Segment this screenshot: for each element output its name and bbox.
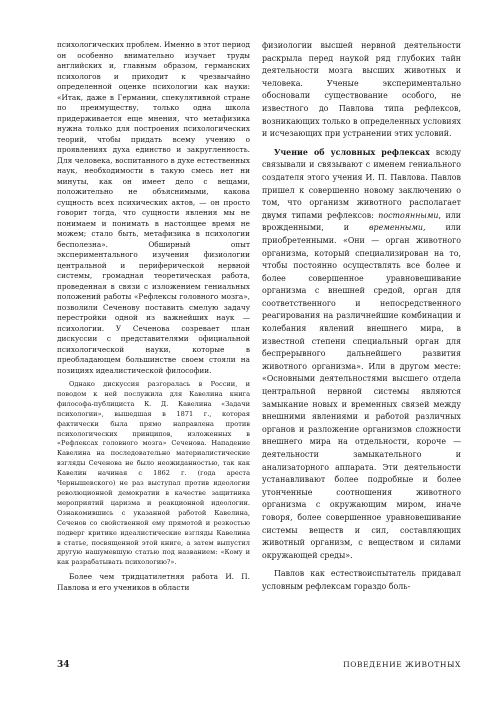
term-constant: постоянными bbox=[378, 210, 439, 220]
right-paragraph-2 bbox=[262, 147, 461, 563]
page-footer bbox=[57, 660, 461, 672]
right-paragraph-2-text-b: , или врожденными, и bbox=[262, 210, 461, 233]
left-paragraph-1: психологических проблем. Именно в этот период он особенно внимательно изучает труды английских и, главным образом, германских психологов и приходит к чрезвычайно определенной оценке психологии как науки: «Итак, даже в Германии, спекулятивной стране по преимуществу, только одна школа придерживается еще мнения, что метафизика нужна только для построения психологических теорий, чтобы придать всему учению о проявлениях духа единство и закругленность. Для человека, воспитанного в духе естественных наук, необходимости в такую смесь нет ни минуты, как он имеет дело с вещами, положительно не объяснимыми, какова сущность всех психических актов, — он просто говорит тогда, что сущности явления мы не понимаем и понимать в настоящее время не можем; стало быть, метафизика в психологии бесполезна». Обширный опыт экспериментального изучения физиологии центральной и периферической нервной системы, громадная теоретическая работа, проведенная в связи с изложением гениальных положений работы «Рефлексы головного мозга», позволили Сеченову поставить смелую задачу перестройки одной из важнейших наук — психологии. У Сеченова созревает план дискуссии с представителями официальной психологической науки, которые в преобладающем большинстве своем стояли на позициях идеалистической философии. bbox=[57, 40, 250, 375]
right-paragraph-1: физиологии высшей нервной деятельности раскрыла перед наукой ряд глубоких тайн деятельности мозга высших животных и человека. Ученые экспериментально обосновали существование особого, не известного до Павлова типа рефлексов, возникающих только в определенных условиях и исчезающих при устранении этих условий. bbox=[262, 41, 461, 139]
left-paragraph-2: Однако дискуссия разгоралась в России, и поводом к ней послужила для Кавелина книга философа-публициста К. Д. Кавелина «Задачи психологии», вышедшая в 1871 г., которая фактически была прямо направлена против психологических принципов, изложенных в «Рефлексах головного мозга» Сеченова. Нападение Кавелина на последовательно материалистические взгляды Сеченова не было неожиданностью, так как Кавелин начиная с 1862 г. (года ареста Чернышевского) не раз выступал против идеологии революционной демократии в качестве защитника мероприятий царизма и реакционной идеологии. Ознакомившись с указанной работой Кавелина, Сеченов со свойственной ему прямотой и резкостью подверг критике идеалистические взгляды Кавелина в статье, посвященной этой книге, а затем выпустил другую нашумевшую статью под названием: «Кому и как разрабатывать психологию?». bbox=[57, 380, 250, 567]
section-heading: Учение об условных рефлексах bbox=[274, 147, 430, 157]
right-paragraph-2-text-c: , или приобретенными. «Они — орган животного организма, который специализирован на то, чтобы постоянно осуществлять все более и более совершенное уравновешивание организма с внешней средой, орган для соответственного и непосредственного реагирования на различнейшие комбинации и колебания явлений внешнего мира, в известной степени специальный орган для беспрерывного дальнейшего развития животного организма». Или в другом месте: «Основными деятельностями высшего отдела центральной нервной системы являются замыкание новых и временных связей между внешними явлениями и работой различных органов и разложение организмов сложности внешнего мира на отдельности, короче — деятельности замыкательного и анализаторного аппарата. Эти деятельности устанавливают более подробные и более утонченные соотношения животного организма с окружающим миром, иначе говоря, более совершенное уравновешивание системы веществ и сил, составляющих животный организм, с веществом и силами окружающей среды». bbox=[262, 223, 461, 560]
right-paragraph-3: Павлов как естествоиспытатель придавал условным рефлексам гораздо боль- bbox=[262, 569, 461, 591]
page-number: 34 bbox=[57, 660, 70, 670]
term-temporary: временными bbox=[368, 223, 423, 233]
left-column bbox=[57, 40, 250, 593]
left-paragraph-3: Более чем тридцатилетняя работа И. П. Павлова и его учеников в области bbox=[57, 572, 250, 592]
right-column bbox=[262, 40, 461, 594]
running-title: ПОВЕДЕНИЕ ЖИВОТНЫХ bbox=[343, 660, 461, 669]
right-paragraph-2-text-a: всюду связывали и связывают с именем гениального создателя этого учения И. П. Павлова. Павлов пришел к совершенно новому заключению о том, что организм животного располагает двумя типами рефлексов: bbox=[262, 147, 461, 220]
